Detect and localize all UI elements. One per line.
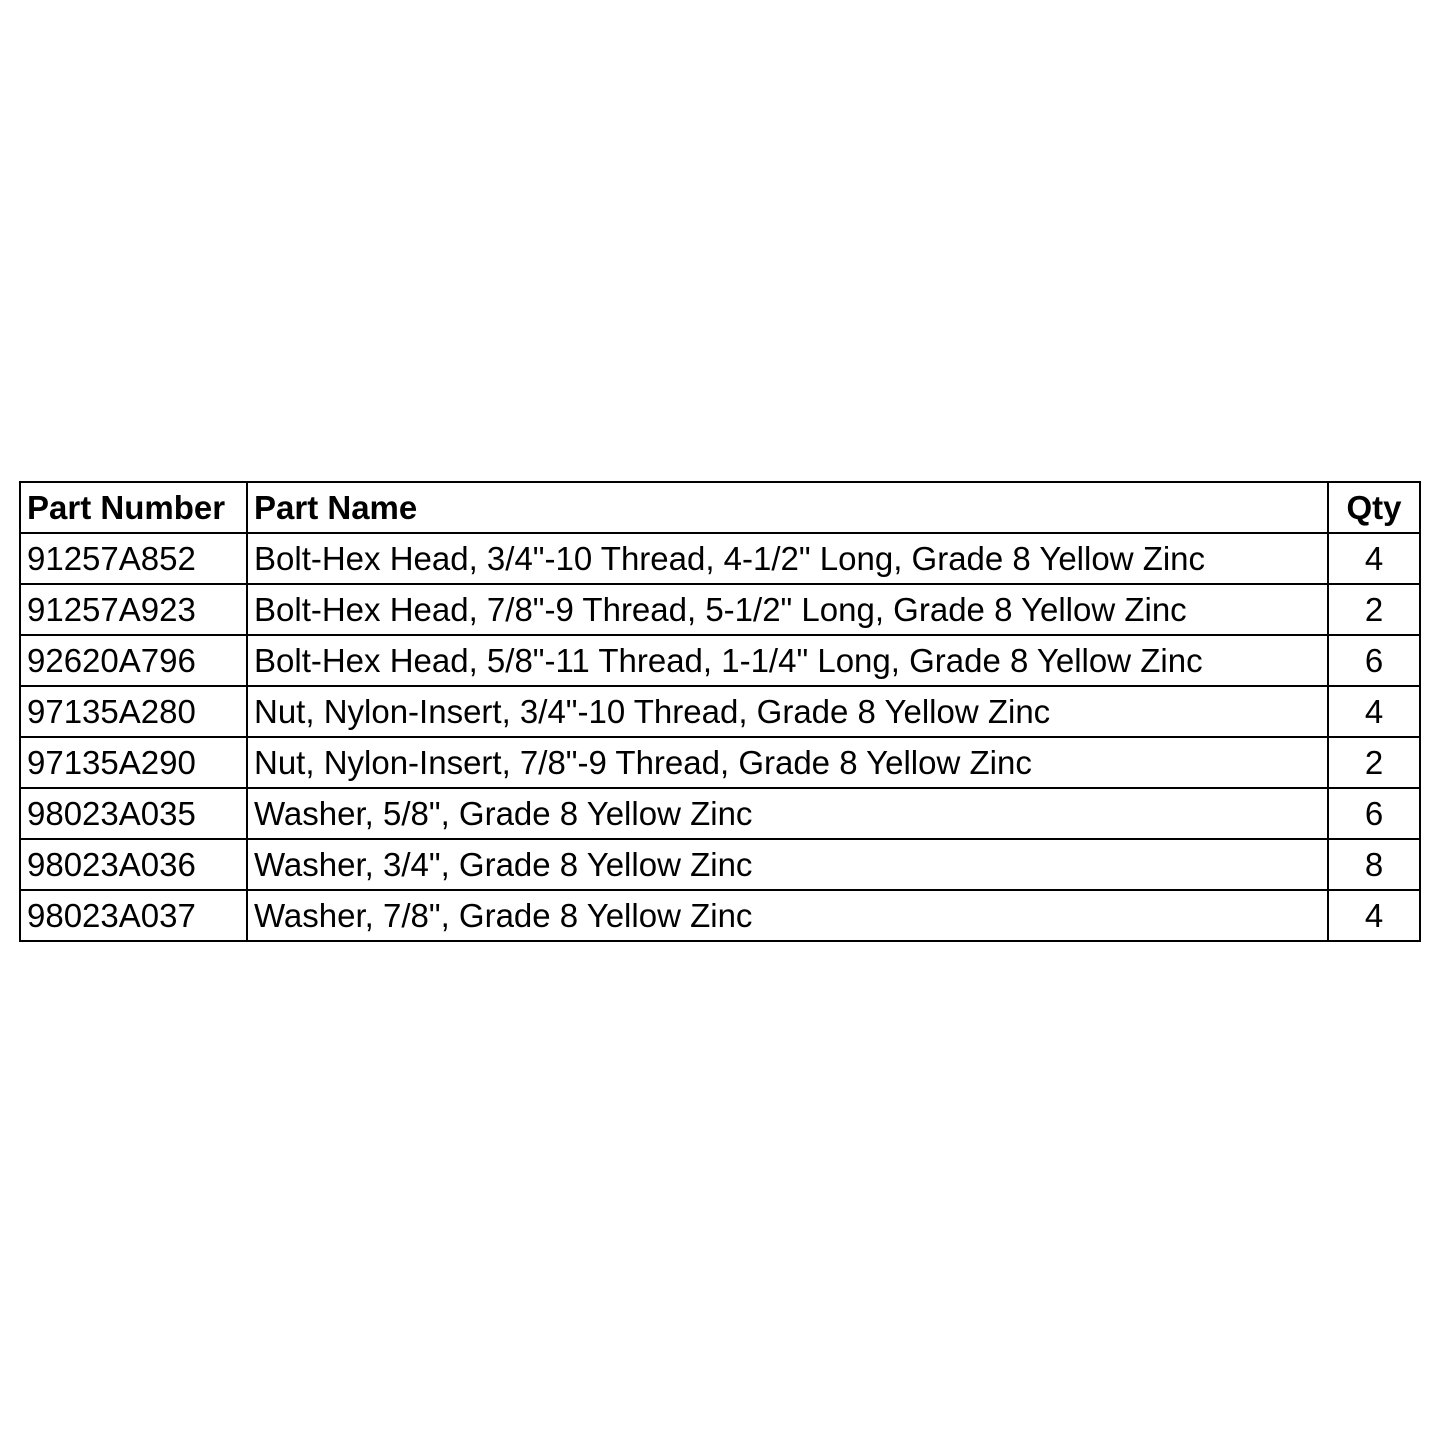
table-row: [20, 839, 1420, 890]
header-qty: Qty: [1328, 482, 1420, 533]
header-part-name: Part Name: [247, 482, 1328, 533]
cell-part-name: Nut, Nylon-Insert, 3/4"-10 Thread, Grade 8 Yellow Zinc: [247, 686, 1328, 737]
cell-qty: 6: [1328, 788, 1420, 839]
table-row: [20, 890, 1420, 941]
table-row: [20, 737, 1420, 788]
header-part-number: Part Number: [20, 482, 247, 533]
cell-qty: 8: [1328, 839, 1420, 890]
cell-part-number: 92620A796: [20, 635, 247, 686]
parts-table: [19, 481, 1421, 942]
cell-qty: 2: [1328, 737, 1420, 788]
cell-part-number: 98023A037: [20, 890, 247, 941]
cell-qty: 4: [1328, 533, 1420, 584]
cell-part-name: Nut, Nylon-Insert, 7/8"-9 Thread, Grade 8 Yellow Zinc: [247, 737, 1328, 788]
cell-qty: 6: [1328, 635, 1420, 686]
cell-qty: 4: [1328, 890, 1420, 941]
cell-part-number: 98023A036: [20, 839, 247, 890]
cell-part-number: 91257A852: [20, 533, 247, 584]
cell-part-number: 97135A290: [20, 737, 247, 788]
cell-part-name: Bolt-Hex Head, 5/8"-11 Thread, 1-1/4" Long, Grade 8 Yellow Zinc: [247, 635, 1328, 686]
table-row: [20, 635, 1420, 686]
cell-part-number: 91257A923: [20, 584, 247, 635]
table-row: [20, 686, 1420, 737]
table-row: [20, 584, 1420, 635]
cell-qty: 2: [1328, 584, 1420, 635]
table-header-row: [20, 482, 1420, 533]
cell-part-number: 98023A035: [20, 788, 247, 839]
table-row: [20, 788, 1420, 839]
cell-part-name: Washer, 7/8", Grade 8 Yellow Zinc: [247, 890, 1328, 941]
cell-part-name: Washer, 3/4", Grade 8 Yellow Zinc: [247, 839, 1328, 890]
cell-part-name: Bolt-Hex Head, 7/8"-9 Thread, 5-1/2" Long, Grade 8 Yellow Zinc: [247, 584, 1328, 635]
cell-qty: 4: [1328, 686, 1420, 737]
table-row: [20, 533, 1420, 584]
cell-part-number: 97135A280: [20, 686, 247, 737]
cell-part-name: Bolt-Hex Head, 3/4"-10 Thread, 4-1/2" Long, Grade 8 Yellow Zinc: [247, 533, 1328, 584]
cell-part-name: Washer, 5/8", Grade 8 Yellow Zinc: [247, 788, 1328, 839]
